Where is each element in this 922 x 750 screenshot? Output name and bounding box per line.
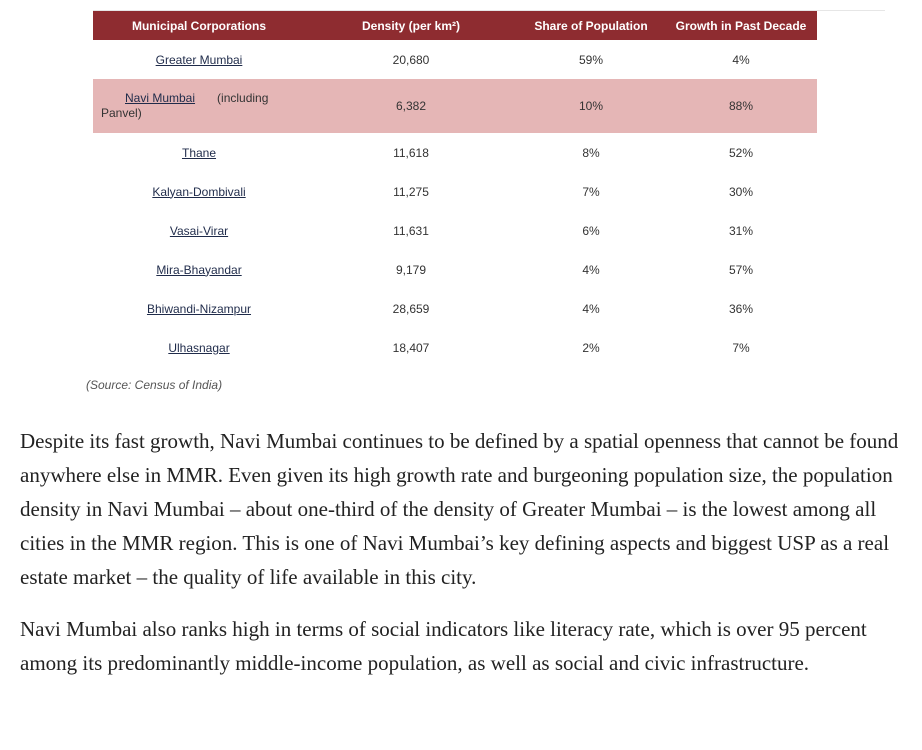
column-header-density: Density (per km²)	[361, 18, 461, 33]
corporation-link[interactable]: Ulhasnagar	[168, 340, 230, 355]
table-row	[93, 133, 817, 172]
article-paragraph: Despite its fast growth, Navi Mumbai continues to be defined by a spatial openness that cannot be found anywhere else in MMR. Even given its high growth rate and burgeoning population size, the population density in Navi Mumbai – about one-third of the density of Greater Mumbai – is the lowest among all cities in the MMR region. This is one of Navi Mumbai’s key defining aspects and biggest USP as a real estate market – the quality of life available in this city.	[20, 429, 899, 589]
share-cell: 8%	[582, 145, 600, 160]
corporation-name-suffix-line2: Panvel)	[101, 106, 142, 120]
corporation-link[interactable]: Bhiwandi-Nizampur	[146, 301, 252, 316]
table-row	[93, 250, 817, 289]
corporation-name-cell	[93, 133, 305, 172]
column-header-share-of-population: Share of Population	[534, 18, 648, 33]
density-cell: 6,382	[395, 99, 427, 113]
corporation-link[interactable]: Vasai-Virar	[169, 223, 229, 238]
growth-cell: 7%	[732, 340, 750, 355]
table-row	[93, 172, 817, 211]
share-cell: 4%	[582, 301, 600, 316]
density-cell: 18,407	[392, 340, 430, 355]
table-header	[93, 11, 817, 40]
growth-cell: 36%	[728, 301, 754, 316]
table-row	[93, 40, 817, 79]
table-body	[93, 40, 817, 367]
density-cell: 20,680	[392, 52, 430, 67]
table-header-row	[93, 11, 817, 40]
article-paragraph: Navi Mumbai also ranks high in terms of social indicators like literacy rate, which is over 95 percent among its predominantly middle-income population, as well as social and civic infrastructure.	[20, 617, 867, 675]
share-cell: 59%	[578, 52, 604, 67]
column-header-growth: Growth in Past Decade	[675, 18, 807, 33]
column-header-municipal-corporations: Municipal Corporations	[131, 18, 266, 33]
corporation-name-cell	[93, 40, 305, 79]
share-cell: 4%	[582, 262, 600, 277]
growth-cell: 30%	[728, 184, 754, 199]
corporation-link[interactable]: Mira-Bhayandar	[156, 262, 242, 277]
density-cell: 11,275	[393, 184, 429, 199]
growth-cell: 88%	[728, 99, 754, 113]
article-body	[20, 424, 915, 698]
table-row	[93, 211, 817, 250]
corporation-name-suffix: (including	[217, 91, 269, 105]
corporation-link[interactable]: Greater Mumbai	[155, 52, 243, 67]
density-cell: 11,631	[393, 223, 429, 238]
corporation-name-cell	[93, 79, 305, 133]
corporation-name-cell	[93, 328, 305, 367]
density-cell: 11,618	[393, 145, 429, 160]
share-cell: 7%	[582, 184, 600, 199]
share-cell: 6%	[582, 223, 600, 238]
density-cell: 28,659	[392, 301, 430, 316]
growth-cell: 31%	[728, 223, 754, 238]
density-cell: 9,179	[395, 262, 427, 277]
growth-cell: 57%	[728, 262, 754, 277]
share-cell: 10%	[578, 99, 604, 113]
corporation-name-cell	[93, 172, 305, 211]
corporation-link[interactable]: Navi Mumbai	[125, 91, 196, 105]
growth-cell: 52%	[728, 145, 754, 160]
corporation-link[interactable]: Thane	[181, 145, 217, 160]
corporation-name-cell	[93, 289, 305, 328]
corporation-name-multiline	[93, 91, 305, 121]
corporation-name-cell	[93, 250, 305, 289]
corporation-link[interactable]: Kalyan-Dombivali	[152, 184, 246, 199]
growth-cell: 4%	[732, 52, 750, 67]
municipal-corporations-table	[93, 11, 817, 367]
source-note: (Source: Census of India)	[86, 378, 223, 392]
table-row-highlighted	[93, 79, 817, 133]
table-row	[93, 289, 817, 328]
share-cell: 2%	[582, 340, 600, 355]
table-row	[93, 328, 817, 367]
corporation-name-cell	[93, 211, 305, 250]
